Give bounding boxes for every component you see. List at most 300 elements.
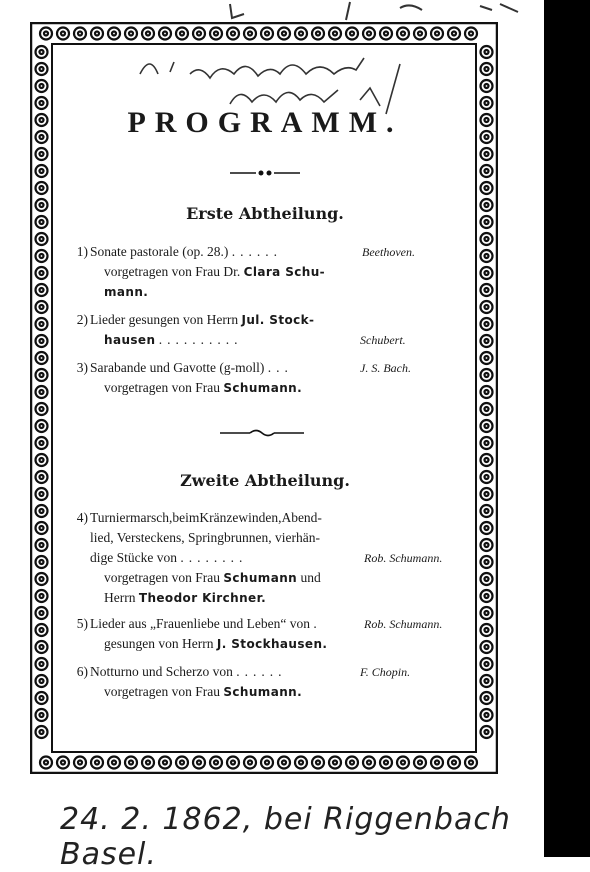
border-ring-center: [146, 761, 150, 765]
border-ring-center: [469, 761, 473, 765]
border-ring-center: [180, 761, 184, 765]
border-ring: [74, 28, 86, 40]
border-ring-center: [44, 32, 48, 36]
border-ring-center: [485, 67, 489, 71]
border-ring-center: [316, 32, 320, 36]
border-ring-center: [485, 186, 489, 190]
border-ring: [481, 505, 493, 517]
border-ring-center: [44, 761, 48, 765]
border-ring: [36, 658, 48, 670]
border-ring: [295, 757, 307, 769]
border-ring-center: [40, 101, 44, 105]
border-ring-center: [231, 32, 235, 36]
border-ring-center: [384, 761, 388, 765]
border-ring: [448, 757, 460, 769]
border-ring: [481, 131, 493, 143]
section-heading-erste: Erste Abtheilung.: [186, 204, 344, 223]
border-ring: [36, 505, 48, 517]
entry-performer: Theodor Kirchner.: [138, 591, 267, 605]
border-ring-center: [40, 339, 44, 343]
border-ring: [312, 757, 324, 769]
border-ring-center: [485, 169, 489, 173]
border-ring-center: [485, 356, 489, 360]
border-ring: [481, 641, 493, 653]
border-ring-center: [452, 761, 456, 765]
border-ring: [363, 757, 375, 769]
dot-leader: ...: [267, 360, 293, 375]
border-ring-center: [95, 32, 99, 36]
border-ring-center: [485, 594, 489, 598]
border-ring: [380, 28, 392, 40]
border-ring: [36, 573, 48, 585]
border-ring-center: [40, 152, 44, 156]
border-ring-center: [40, 594, 44, 598]
border-ring: [481, 182, 493, 194]
border-ring-center: [40, 526, 44, 530]
entry-work: Lieder gesungen von Herrn: [90, 312, 242, 327]
entry-performer: Schumann.: [223, 381, 303, 395]
border-ring-center: [40, 577, 44, 581]
border-ring: [397, 28, 409, 40]
border-ring: [363, 28, 375, 40]
border-ring-center: [129, 761, 133, 765]
border-ring: [36, 97, 48, 109]
border-ring: [227, 28, 239, 40]
border-ring-center: [40, 696, 44, 700]
border-ring: [36, 539, 48, 551]
border-ring-center: [146, 32, 150, 36]
border-ring: [481, 471, 493, 483]
border-ring-center: [40, 186, 44, 190]
border-ring-center: [485, 135, 489, 139]
border-ring: [481, 658, 493, 670]
border-ring: [36, 454, 48, 466]
border-ring: [125, 757, 137, 769]
border-ring: [312, 28, 324, 40]
border-ring-center: [40, 713, 44, 717]
entry-number: 1): [76, 244, 88, 259]
border-ring: [36, 284, 48, 296]
border-ring-center: [95, 761, 99, 765]
border-ring: [481, 420, 493, 432]
border-ring-center: [485, 407, 489, 411]
border-ring: [481, 386, 493, 398]
border-ring-center: [401, 761, 405, 765]
border-ring-center: [61, 761, 65, 765]
border-ring-center: [485, 50, 489, 54]
border-ring-center: [485, 611, 489, 615]
border-ring: [481, 675, 493, 687]
border-ring: [108, 757, 120, 769]
entry-work: Turniermarsch,beimKränzewinden,Abend-: [90, 510, 322, 525]
border-ring: [481, 624, 493, 636]
dot-leader: ........: [180, 550, 248, 565]
border-ring: [36, 624, 48, 636]
border-ring-center: [485, 84, 489, 88]
entry-work: Notturno und Scherzo von: [90, 664, 233, 679]
border-ring-center: [485, 118, 489, 122]
border-ring-center: [78, 32, 82, 36]
border-ring: [36, 403, 48, 415]
border-ring-center: [265, 761, 269, 765]
border-ring-center: [40, 492, 44, 496]
border-ring-center: [40, 322, 44, 326]
border-ring: [481, 216, 493, 228]
border-ring: [36, 301, 48, 313]
border-ring: [481, 607, 493, 619]
border-ring: [36, 386, 48, 398]
border-ring: [74, 757, 86, 769]
border-ring: [36, 216, 48, 228]
border-ring-center: [485, 679, 489, 683]
border-ring: [481, 403, 493, 415]
border-ring-center: [485, 237, 489, 241]
border-ring: [481, 539, 493, 551]
border-ring-center: [61, 32, 65, 36]
border-ring-center: [40, 50, 44, 54]
border-ring: [142, 28, 154, 40]
border-ring-center: [40, 560, 44, 564]
border-ring: [481, 80, 493, 92]
entry-composer: Schubert.: [360, 333, 406, 347]
entry-work: Sonate pastorale (op. 28.): [90, 244, 229, 259]
border-ring: [36, 199, 48, 211]
border-ring: [481, 165, 493, 177]
border-ring-center: [485, 730, 489, 734]
border-ring-center: [367, 32, 371, 36]
entry-number: 3): [76, 360, 88, 375]
entry-performer-label: Herrn: [104, 590, 139, 605]
border-ring: [431, 757, 443, 769]
border-ring-center: [485, 458, 489, 462]
border-ring-center: [40, 118, 44, 122]
entry-composer: Rob. Schumann.: [364, 551, 443, 565]
entry-performer: Clara Schu-: [243, 265, 326, 279]
border-ring-center: [248, 761, 252, 765]
border-ring: [36, 250, 48, 262]
border-ring: [481, 522, 493, 534]
border-ring: [481, 199, 493, 211]
border-ring-center: [485, 373, 489, 377]
border-ring-center: [231, 761, 235, 765]
border-ring-center: [485, 152, 489, 156]
entry-work-cont: lied, Versteckens, Springbrunnen, vierhän-: [90, 530, 320, 545]
border-ring-center: [40, 662, 44, 666]
border-ring-center: [40, 458, 44, 462]
border-ring: [481, 488, 493, 500]
border-ring: [261, 757, 273, 769]
border-ring: [36, 590, 48, 602]
entry-performer-cont: mann.: [104, 285, 149, 299]
border-ring: [278, 757, 290, 769]
border-ring-center: [40, 220, 44, 224]
border-ring: [36, 709, 48, 721]
handwritten-note-bottom: 24. 2. 1862, bei Riggenbach Basel.: [60, 802, 511, 872]
entry-performer-label: vorgetragen von Frau: [104, 570, 224, 585]
border-ring: [36, 233, 48, 245]
border-ring: [481, 709, 493, 721]
border-ring: [36, 352, 48, 364]
border-ring-center: [485, 390, 489, 394]
border-ring-center: [367, 761, 371, 765]
border-ring: [91, 28, 103, 40]
border-ring: [329, 757, 341, 769]
border-ring: [481, 318, 493, 330]
border-ring-center: [265, 32, 269, 36]
border-ring: [481, 233, 493, 245]
border-ring-center: [435, 761, 439, 765]
border-ring-center: [112, 32, 116, 36]
border-ring: [40, 28, 52, 40]
border-ring-center: [333, 32, 337, 36]
border-ring: [481, 301, 493, 313]
border-ring: [481, 250, 493, 262]
border-ring: [481, 352, 493, 364]
border-ring-center: [40, 84, 44, 88]
entry-work: Sarabande und Gavotte (g-moll): [90, 360, 265, 375]
border-ring: [36, 131, 48, 143]
dot-leader: ......: [231, 244, 282, 259]
page-title: PROGRAMM.: [127, 106, 403, 139]
border-ring: [159, 28, 171, 40]
border-ring: [261, 28, 273, 40]
entry-performer: J. Stockhausen.: [216, 637, 328, 651]
border-ring: [481, 573, 493, 585]
border-ring-center: [78, 761, 82, 765]
border-ring-center: [418, 32, 422, 36]
border-ring-center: [40, 67, 44, 71]
border-ring: [414, 757, 426, 769]
border-ring-center: [112, 761, 116, 765]
border-ring-center: [282, 32, 286, 36]
border-ring-center: [401, 32, 405, 36]
border-ring-center: [469, 32, 473, 36]
border-ring: [414, 28, 426, 40]
border-ring-center: [485, 526, 489, 530]
border-ring: [380, 757, 392, 769]
border-ring: [481, 556, 493, 568]
border-ring: [448, 28, 460, 40]
entry-composer: Rob. Schumann.: [364, 617, 443, 631]
border-ring-center: [418, 761, 422, 765]
border-ring-center: [40, 356, 44, 360]
border-ring-center: [350, 761, 354, 765]
border-ring: [36, 471, 48, 483]
border-ring-center: [485, 305, 489, 309]
border-ring: [481, 369, 493, 381]
border-ring: [36, 63, 48, 75]
border-ring-center: [333, 761, 337, 765]
dot-leader: ......: [236, 664, 287, 679]
border-ring: [36, 420, 48, 432]
border-ring: [36, 335, 48, 347]
entry-composer: Beethoven.: [362, 245, 415, 259]
border-ring-center: [248, 32, 252, 36]
border-ring: [36, 522, 48, 534]
border-ring-center: [40, 407, 44, 411]
border-ring-center: [40, 679, 44, 683]
border-ring-center: [40, 135, 44, 139]
border-ring-center: [485, 203, 489, 207]
entry-performer: Schumann: [223, 571, 298, 585]
dot-leader: ..........: [158, 332, 243, 347]
border-ring-center: [129, 32, 133, 36]
border-ring-center: [40, 509, 44, 513]
border-ring-center: [40, 271, 44, 275]
entry-composer: J. S. Bach.: [360, 361, 411, 375]
entry-number: 4): [76, 510, 88, 525]
entry-performer: Schumann.: [223, 685, 303, 699]
entry-performer: Jul. Stock-: [241, 313, 315, 327]
border-ring: [244, 28, 256, 40]
border-ring: [481, 284, 493, 296]
entry-performer-label: gesungen von Herrn: [104, 636, 217, 651]
divider-ornament: [230, 168, 300, 178]
border-ring: [329, 28, 341, 40]
border-ring: [481, 335, 493, 347]
border-ring: [431, 28, 443, 40]
border-ring-center: [40, 373, 44, 377]
border-ring: [36, 80, 48, 92]
border-ring-center: [485, 662, 489, 666]
entry-number: 6): [76, 664, 88, 679]
border-ring-center: [214, 32, 218, 36]
border-ring: [36, 692, 48, 704]
border-ring: [91, 757, 103, 769]
border-ring-center: [316, 761, 320, 765]
border-ring-center: [435, 32, 439, 36]
dot-leader: .: [313, 616, 322, 631]
border-ring-center: [485, 509, 489, 513]
divider-ornament: [220, 428, 304, 438]
border-ring-center: [485, 254, 489, 258]
border-ring: [193, 757, 205, 769]
border-ring-center: [40, 611, 44, 615]
border-ring-center: [40, 288, 44, 292]
border-ring: [36, 607, 48, 619]
border-ring: [210, 28, 222, 40]
border-ring: [36, 488, 48, 500]
border-ring: [36, 182, 48, 194]
border-ring-center: [485, 441, 489, 445]
border-ring-center: [384, 32, 388, 36]
entry-performer-join: und: [297, 570, 321, 585]
entry-work-cont: dige Stücke von: [90, 550, 177, 565]
border-ring: [36, 148, 48, 160]
border-ring-center: [485, 560, 489, 564]
border-ring-center: [299, 761, 303, 765]
border-ring-center: [40, 475, 44, 479]
border-ring-center: [40, 730, 44, 734]
border-ring-center: [40, 254, 44, 258]
border-ring-center: [40, 645, 44, 649]
border-ring: [227, 757, 239, 769]
border-ring: [57, 28, 69, 40]
border-ring: [36, 675, 48, 687]
border-ring-center: [485, 645, 489, 649]
entry-work: Lieder aus „Frauenliebe und Leben“ von: [90, 616, 311, 631]
border-ring: [481, 437, 493, 449]
border-ring-center: [163, 761, 167, 765]
border-ring-center: [452, 32, 456, 36]
border-ring-center: [485, 271, 489, 275]
border-ring: [36, 46, 48, 58]
border-ring: [465, 28, 477, 40]
border-ring: [36, 726, 48, 738]
border-ring-center: [485, 475, 489, 479]
border-ring-center: [197, 761, 201, 765]
border-ring: [346, 28, 358, 40]
scan-edge-shadow: [544, 0, 590, 857]
border-ring-center: [40, 424, 44, 428]
border-ring: [36, 114, 48, 126]
border-ring-center: [40, 441, 44, 445]
border-ring-center: [282, 761, 286, 765]
border-ring: [36, 267, 48, 279]
border-ring: [36, 369, 48, 381]
border-ring: [36, 556, 48, 568]
border-ring: [57, 757, 69, 769]
border-ring-center: [40, 390, 44, 394]
border-ring-center: [40, 169, 44, 173]
border-ring: [210, 757, 222, 769]
border-ring-center: [485, 543, 489, 547]
border-ring-center: [197, 32, 201, 36]
border-ring: [193, 28, 205, 40]
border-ring-center: [40, 305, 44, 309]
entry-composer: F. Chopin.: [360, 665, 411, 679]
border-ring: [125, 28, 137, 40]
border-ring-center: [214, 761, 218, 765]
entry-performer-label: vorgetragen von Frau: [104, 684, 224, 699]
entry-performer-cont: hausen: [104, 333, 156, 347]
entry-number: 5): [76, 616, 88, 631]
border-ring: [159, 757, 171, 769]
border-ring-center: [350, 32, 354, 36]
border-ring: [481, 97, 493, 109]
border-ring-center: [485, 288, 489, 292]
border-ring: [346, 757, 358, 769]
border-ring: [40, 757, 52, 769]
border-ring-center: [485, 713, 489, 717]
border-ring: [36, 165, 48, 177]
border-ring: [244, 757, 256, 769]
border-ring-center: [299, 32, 303, 36]
border-ring: [465, 757, 477, 769]
border-ring-center: [485, 696, 489, 700]
border-ring-center: [485, 424, 489, 428]
border-ring: [108, 28, 120, 40]
border-ring: [176, 757, 188, 769]
border-ring-center: [485, 628, 489, 632]
border-ring: [481, 148, 493, 160]
border-ring-center: [485, 101, 489, 105]
border-ring-center: [40, 237, 44, 241]
border-ring: [481, 590, 493, 602]
border-ring: [481, 726, 493, 738]
top-pencil-marks: [200, 0, 540, 24]
section-heading-zweite: Zweite Abtheilung.: [180, 471, 350, 490]
border-ring: [142, 757, 154, 769]
border-ring-center: [40, 543, 44, 547]
border-ring-center: [163, 32, 167, 36]
border-ring-center: [485, 577, 489, 581]
border-ring: [481, 114, 493, 126]
border-ring: [36, 318, 48, 330]
border-ring-center: [40, 203, 44, 207]
border-ring-center: [485, 220, 489, 224]
border-ring: [481, 454, 493, 466]
